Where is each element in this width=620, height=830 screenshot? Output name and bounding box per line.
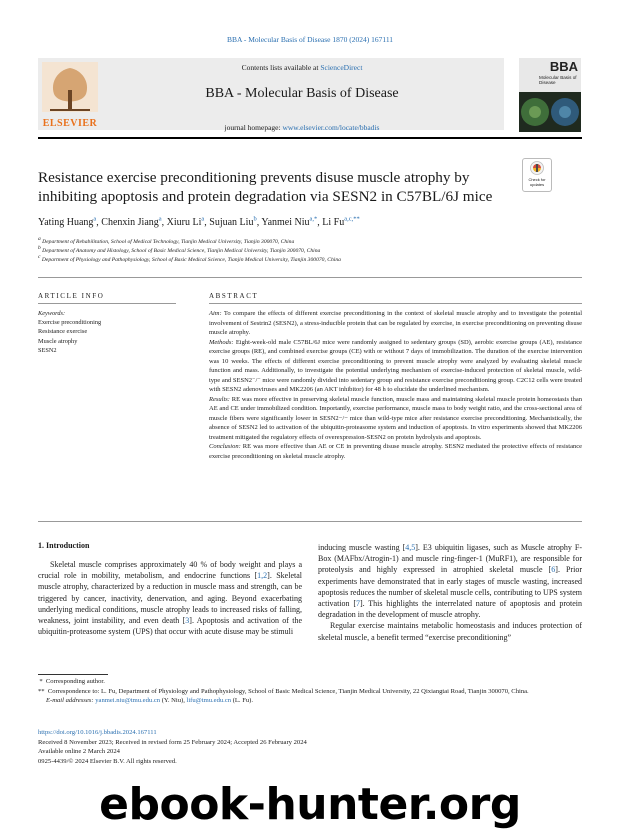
affiliation-c: c Department of Physiology and Pathophysiology, School of Basic Medical Science, Tianjin Medical University, Tianjin 300070, China: [38, 254, 341, 263]
contents-line: [100, 63, 504, 72]
citation-link[interactable]: 1,2: [257, 571, 268, 581]
keyword: Muscle atrophy: [38, 337, 78, 345]
issn-copyright: 0925-4439/© 2024 Elsevier B.V. All rights reserved.: [38, 757, 177, 765]
intro-paragraph: inducing muscle wasting [4,5]. E3 ubiquitin ligases, such as Muscle atrophy F-Box (MAFbx/Atrogin-1) and muscle ring-finger-1 (MuRF1), are responsible for proteolysis and highly expressed in atrophied skeletal muscle [6]. Prior experiments have demonstrated that in early stages of muscle wasting, increased apoptosis reduces the number of skeletal muscle cells, contributing to UPS system activation [7]. This highlights the interrelated nature of apoptosis and protein degradation in the development of muscle atrophy.: [318, 543, 582, 620]
contents-prefix: Contents lists available at: [241, 63, 321, 72]
author-affiliation-marker[interactable]: a: [93, 215, 97, 223]
cover-image: [519, 92, 581, 132]
intro-right-column: [318, 542, 582, 643]
available-online: Available online 2 March 2024: [38, 748, 120, 755]
citation-link[interactable]: 7: [355, 599, 360, 609]
crossmark-line1: Check for: [528, 177, 546, 182]
affiliation-text: Department of Physiology and Pathophysiology, School of Basic Medical Science, Tianjin Medical University, Tianjin 300070, China: [41, 257, 341, 263]
abstract-methods: Methods: Eight-week-old male C57BL/6J mice were randomly assigned to sedentary groups (SD), aerobic exercise groups (AE), resistance exercise groups (RE), and combined exercise groups (CE) with or without 7 days of immobilization. The duration of the exercise intervention was 10 weeks. The effects of different exercise preconditioning to prevent muscle atrophy were analyzed by evaluating skeletal muscle function and mass. Additionally, to investigate the potential underlying mechanism of exercise-induced protection of skeletal muscle, wild-type and SESN2⁻/⁻ mice were randomly divided into sedentary group and resistance exercise preconditioning group. C2C12 cells were treated with SESN2 adenoviruses and MK2206 (an AKT inhibitor) for 48 h to elucidate the underlined mechanism.: [209, 338, 583, 393]
crossmark-line2: updates: [529, 182, 545, 187]
header-rule: [38, 137, 582, 139]
abstract-conclusion: Conclusion: RE was more effective than AE or CE in preventing disuse muscle atrophy. SESN2 mediated the protective effects of resistance exercise preconditioning on skeletal muscle atrophy.: [209, 443, 583, 460]
abstract-rule: [209, 303, 582, 304]
citation-link[interactable]: 6: [551, 565, 556, 575]
affiliation-rule: [38, 277, 582, 278]
author[interactable]: Li Fu: [322, 217, 345, 228]
sciencedirect-link[interactable]: ScienceDirect: [320, 63, 363, 72]
keyword: Resistance exercise: [38, 328, 88, 336]
watermark-text: ebook-hunter.org: [99, 779, 521, 830]
abstract-end-rule: [38, 521, 582, 522]
affiliation-text: Department of Rehabilitation, School of Medical Technology, Tianjin Medical University, Tianjin 300070, China: [42, 239, 295, 245]
citation-link[interactable]: 4,5: [405, 543, 416, 552]
running-head: BBA - Molecular Basis of Disease 1870 (2024) 167111: [226, 35, 394, 44]
journal-name: BBA - Molecular Basis of Disease: [205, 86, 399, 101]
elsevier-wordmark: ELSEVIER: [42, 118, 98, 129]
homepage-link[interactable]: www.elsevier.com/locate/bbadis: [282, 123, 380, 132]
article-title: Resistance exercise preconditioning prevents disuse muscle atrophy by inhibiting apoptosis and protein degradation via SESN2 in C57BL/6J mice: [38, 169, 493, 205]
author[interactable]: Yanmei Niu: [261, 217, 310, 228]
keyword: Exercise preconditioning: [38, 319, 102, 327]
email-link[interactable]: lifu@tmu.edu.cn: [186, 697, 232, 704]
crossmark-icon: [530, 161, 544, 175]
author[interactable]: Xiuru Li: [166, 217, 202, 228]
abstract-heading: ABSTRACT: [209, 292, 259, 300]
author-affiliation-marker[interactable]: a,c,**: [344, 215, 360, 223]
abstract-body: [209, 309, 582, 461]
keyword: SESN2: [38, 346, 57, 354]
section-heading: 1. Introduction: [38, 541, 90, 550]
cover-title: BBA: [549, 59, 578, 74]
footnote-correspondence: ** Correspondence to: L. Fu, Department of Physiology and Pathophysiology, School of Basic Medical Science, Tianjin Medical University, 22 Qixiangtai Road, Tianjin 300070, China.: [38, 687, 529, 695]
author[interactable]: Yating Huang: [38, 217, 94, 228]
crossmark-badge[interactable]: [522, 158, 552, 192]
doi-link[interactable]: https://doi.org/10.1016/j.bbadis.2024.167111: [38, 729, 157, 736]
abstract-aim: Aim: To compare the effects of different exercise preconditioning in the context of skeletal muscle atrophy and to investigate the potential involvement of Sestrin2 (SESN2), a stress-inducible protein that can be regulated by exercise, in exercise preconditioning on preventing disuse muscle atrophy.: [209, 310, 582, 336]
author-affiliation-marker[interactable]: a,*: [309, 215, 318, 223]
keywords-block: [38, 309, 178, 355]
affiliation-a: a Department of Rehabilitation, School of Medical Technology, Tianjin Medical University, Tianjin 300070, China: [38, 236, 295, 245]
citation-link[interactable]: 3: [185, 616, 190, 626]
article-info-heading: ARTICLE INFO: [38, 292, 105, 300]
footnotes: [38, 677, 582, 706]
author[interactable]: Chenxin Jiang: [101, 217, 159, 228]
author-affiliation-marker[interactable]: b: [253, 215, 257, 223]
received-dates: Received 8 November 2023; Received in revised form 25 February 2024; Accepted 26 February 2024: [38, 738, 307, 746]
article-info-rule: [38, 303, 176, 304]
email-link[interactable]: yanmei.niu@tmu.edu.cn: [95, 697, 161, 704]
cover-subtitle: Molecular Basis of Disease: [539, 75, 577, 85]
footnote-rule: [38, 674, 108, 675]
author-affiliation-marker[interactable]: a: [201, 215, 205, 223]
intro-left-column: [38, 559, 302, 637]
affiliation-text: Department of Anatomy and Histology, School of Basic Medical Science, Tianjin Medical University, Tianjin 300070, China: [42, 248, 321, 254]
elsevier-logo: [40, 60, 100, 130]
publication-info: [38, 728, 582, 766]
keywords-label: Keywords:: [38, 310, 66, 317]
author-list: Yating Huang$^a$, Chenxin Jiang$^a$, Xiuru Li$^a$, Sujuan Liu$^b$, Yanmei Niu$^{a,*}$, Li $Fu^{a,c,**}$: [38, 215, 360, 228]
homepage-line: [100, 123, 504, 132]
journal-cover: [519, 58, 581, 132]
abstract-results: Results: RE was more effective in preserving skeletal muscle function, muscle mass and maintaining skeletal muscle protein homeostasis than AE and CE under immobilized condition. Importantly, exercise performance, muscle mass to body weight ratio, and the cross-sectional area of muscle fibers were significantly lower in SESN2−/− mice than wild-type mice after resistance exercise preconditioning. Mechanistically, the absence of SESN2 led to activation of the ubiquitin-proteasome system and induction of apoptosis. In vitro experiments showed that MK2206 treatment mitigated the regulatory effects of overexpression-SESN2 on protein hydrolysis and apoptosis.: [209, 395, 583, 441]
author-affiliation-marker[interactable]: a: [158, 215, 162, 223]
homepage-prefix: journal homepage:: [224, 123, 283, 132]
intro-paragraph: Skeletal muscle comprises approximately 40 % of body weight and plays a crucial role in mobility, metabolism, and endocrine functions [1,2]. Skeletal muscle atrophy, characterized by a reduction in muscle mass and strength, can be triggered by cancer, inactivity, denervation, and aging. Beyond exacerbating underlying medical conditions, muscle atrophy leads to increased risks of falling, weakness, joint instability, and even death [3]. Apoptosis and activation of the ubiquitin-proteasome system (UPS) that occur with acute disuse may be stimuli: [38, 560, 303, 637]
footnote-corresponding: * Corresponding author.: [38, 678, 105, 685]
author[interactable]: Sujuan Liu: [209, 217, 254, 228]
footnote-emails: E-mail addresses: yanmei.niu@tmu.edu.cn (Y. Niu), lifu@tmu.edu.cn (L. Fu).: [46, 697, 254, 704]
intro-paragraph: Regular exercise maintains metabolic homeostasis and induces protection of skeletal muscle, a benefit termed “exercise preconditioning”: [318, 621, 582, 642]
affiliation-b: b Department of Anatomy and Histology, School of Basic Medical Science, Tianjin Medical University, Tianjin 300070, China: [38, 245, 321, 254]
